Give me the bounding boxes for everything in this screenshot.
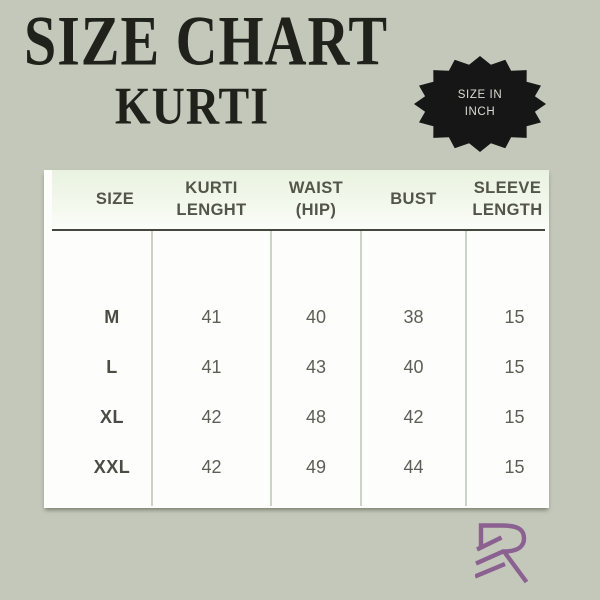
table-body [44, 292, 549, 492]
sleeve-length-value: 15 [504, 406, 525, 427]
kurti-length-value: 42 [201, 406, 222, 427]
col-header-line: BUST [390, 189, 437, 208]
table-row-m [44, 292, 549, 342]
table-header-row [52, 170, 549, 229]
waist-hip-value: 48 [305, 406, 327, 427]
bust-value: 38 [403, 306, 424, 327]
col-header-line: LENGHT [176, 200, 247, 219]
badge-label [414, 56, 546, 152]
bust-value: 40 [403, 356, 424, 377]
kurti-length-value: 42 [201, 456, 222, 477]
page-title: SIZE CHART [23, 1, 389, 81]
table-row-xl [44, 392, 549, 442]
title-block [20, 1, 392, 136]
col-header-line: KURTI [185, 179, 238, 198]
col-header-kurti-length [152, 170, 271, 229]
badge-line1: SIZE IN [457, 88, 503, 101]
bust-value: 44 [403, 456, 424, 477]
sleeve-length-value: 15 [504, 356, 525, 377]
waist-hip-value: 40 [305, 306, 327, 327]
col-header-line: WAIST [288, 179, 344, 198]
waist-hip-value: 49 [305, 456, 327, 477]
col-header-bust [361, 170, 466, 229]
col-header-line: LENGTH [472, 200, 543, 219]
size-label: L [106, 356, 118, 377]
badge-line2: INCH [464, 106, 496, 118]
kurti-length-value: 41 [201, 356, 222, 377]
size-table [44, 170, 549, 508]
col-header-line: (HIP) [295, 200, 337, 219]
r-stripes-logo-icon [475, 521, 531, 584]
bust-value: 42 [403, 406, 424, 427]
col-header-size [52, 170, 152, 229]
sleeve-length-value: 15 [504, 456, 525, 477]
table-row-xxl [44, 442, 549, 492]
col-header-waist-hip [271, 170, 361, 229]
size-label: XL [99, 406, 124, 427]
sleeve-length-value: 15 [504, 306, 525, 327]
waist-hip-value: 43 [305, 356, 327, 377]
col-header-line: SIZE [95, 189, 135, 208]
page-subtitle: KURTI [114, 76, 270, 136]
table-row-l [44, 342, 549, 392]
brand-logo [475, 521, 531, 584]
header-underline [52, 229, 545, 231]
kurti-length-value: 41 [201, 306, 222, 327]
col-header-sleeve-length [466, 170, 549, 229]
size-label: XXL [93, 456, 131, 477]
size-unit-badge [414, 56, 546, 152]
col-header-line: SLEEVE [473, 179, 542, 198]
size-label: M [104, 306, 120, 327]
